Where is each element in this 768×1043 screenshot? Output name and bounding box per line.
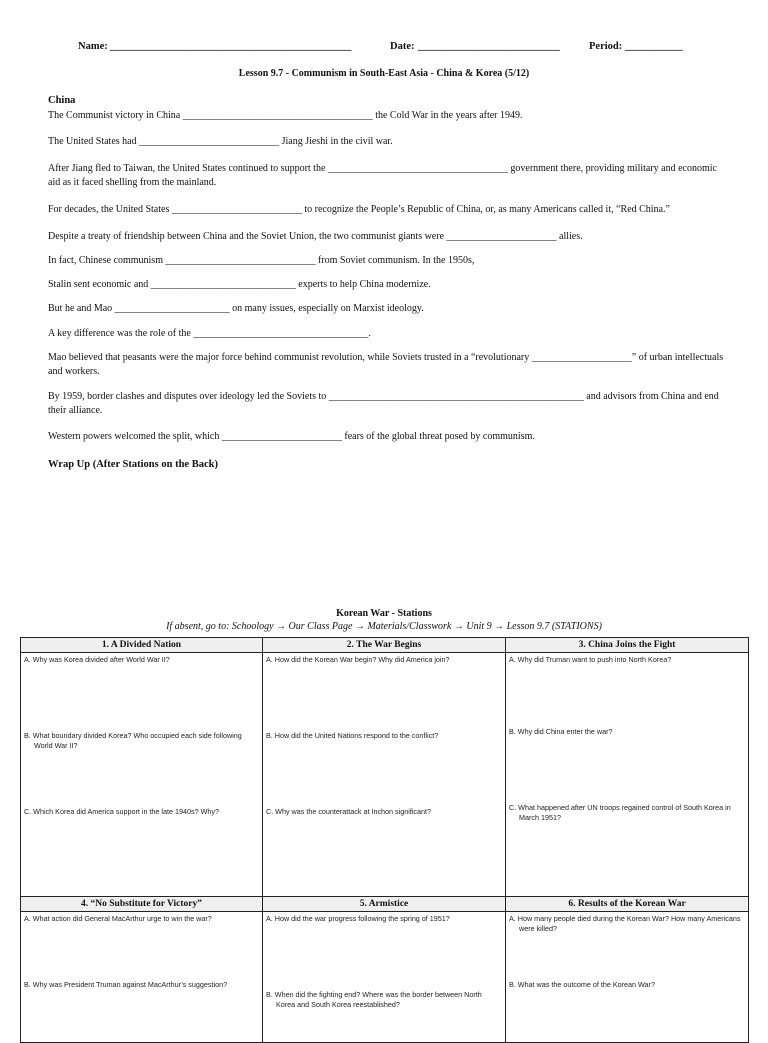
station-question: B. When did the fighting end? Where was the border between North Korea and South Korea reestablished? — [266, 990, 482, 1009]
fill-in-sentence: In fact, Chinese communism ______________________________ from Soviet communism. In the 1950s, — [48, 255, 475, 266]
lesson-title: Lesson 9.7 - Communism in South-East Asia - China & Korea (5/12) — [238, 68, 530, 79]
date-label: Date: — [390, 41, 415, 52]
station-header: 6. Results of the Korean War — [506, 897, 749, 912]
station-header: 5. Armistice — [263, 897, 506, 912]
fill-in-sentence: After Jiang fled to Taiwan, the United States continued to support the ____________________________________ government there, providing military and economic aid as it faced shelling from the mainland. — [48, 163, 717, 188]
fill-in-sentence: But he and Mao _______________________ on many issues, especially on Marxist ideology. — [48, 303, 424, 314]
station-question: C. Why was the counterattack at Inchon significant? — [266, 807, 431, 816]
station-answer-cell[interactable] — [506, 653, 749, 897]
station-answer-cell[interactable] — [506, 912, 749, 1043]
name-field[interactable]: ______________________________________________ — [110, 41, 352, 52]
station-question: A. Why was Korea divided after World War II? — [24, 655, 170, 664]
fill-in-sentence: Stalin sent economic and _____________________________ experts to help China modernize. — [48, 279, 431, 290]
station-question: B. How did the United Nations respond to the conflict? — [266, 731, 439, 740]
station-header: 2. The War Begins — [263, 638, 506, 653]
fill-in-sentence: The United States had ____________________________ Jiang Jieshi in the civil war. — [48, 136, 393, 147]
fill-in-sentence: By 1959, border clashes and disputes over ideology led the Soviets to ___________________________________________________ and advisors from China and end their alliance. — [48, 391, 719, 416]
stations-table — [20, 637, 749, 1043]
station-question: C. Which Korea did America support in the late 1940s? Why? — [24, 807, 219, 816]
fill-in-sentence: A key difference was the role of the ___________________________________. — [48, 328, 371, 339]
station-question: A. How many people died during the Korean War? How many Americans were killed? — [509, 914, 741, 933]
station-answer-cell[interactable] — [21, 653, 263, 897]
date-field[interactable]: ___________________________ — [418, 41, 560, 52]
fill-in-sentence: Despite a treaty of friendship between China and the Soviet Union, the two communist giants were ______________________ allies. — [48, 231, 583, 242]
station-answer-cell[interactable] — [21, 912, 263, 1043]
period-field[interactable]: ___________ — [625, 41, 683, 52]
station-question: B. What boundary divided Korea? Who occupied each side following World War II? — [24, 731, 242, 750]
name-label: Name: — [78, 41, 108, 52]
stations-subtitle: If absent, go to: Schoology → Our Class Page → Materials/Classwork → Unit 9 → Lesson 9.7 (STATIONS) — [166, 621, 602, 632]
station-question: A. How did the war progress following the spring of 1951? — [266, 914, 450, 923]
station-header: 1. A Divided Nation — [21, 638, 263, 653]
station-header: 3. China Joins the Fight — [506, 638, 749, 653]
station-question: C. What happened after UN troops regained control of South Korea in March 1951? — [509, 803, 731, 822]
stations-title: Korean War - Stations — [336, 608, 432, 619]
period-label: Period: — [589, 41, 623, 52]
station-question: A. What action did General MacArthur urge to win the war? — [24, 914, 212, 923]
section-heading-china: China — [48, 95, 76, 106]
wrap-up-heading: Wrap Up (After Stations on the Back) — [48, 459, 218, 470]
station-question: A. Why did Truman want to push into North Korea? — [509, 655, 672, 664]
fill-in-sentence: Western powers welcomed the split, which ________________________ fears of the global threat posed by communism. — [48, 431, 535, 442]
station-header: 4. “No Substitute for Victory” — [21, 897, 263, 912]
station-question: B. Why did China enter the war? — [509, 727, 613, 736]
station-question: B. Why was President Truman against MacArthur’s suggestion? — [24, 980, 228, 989]
fill-in-sentence: For decades, the United States __________________________ to recognize the People’s Republic of China, or, as many Americans called it, “Red China.” — [48, 204, 670, 215]
fill-in-sentence: Mao believed that peasants were the major force behind communist revolution, while Soviets trusted in a “revolutionary ____________________” of urban intellectuals and workers. — [48, 352, 724, 377]
station-answer-cell[interactable] — [263, 912, 506, 1043]
station-question: B. What was the outcome of the Korean War? — [509, 980, 655, 989]
fill-in-sentence: The Communist victory in China ______________________________________ the Cold War in the years after 1949. — [48, 110, 523, 121]
station-answer-cell[interactable] — [263, 653, 506, 897]
station-question: A. How did the Korean War begin? Why did America join? — [266, 655, 450, 664]
